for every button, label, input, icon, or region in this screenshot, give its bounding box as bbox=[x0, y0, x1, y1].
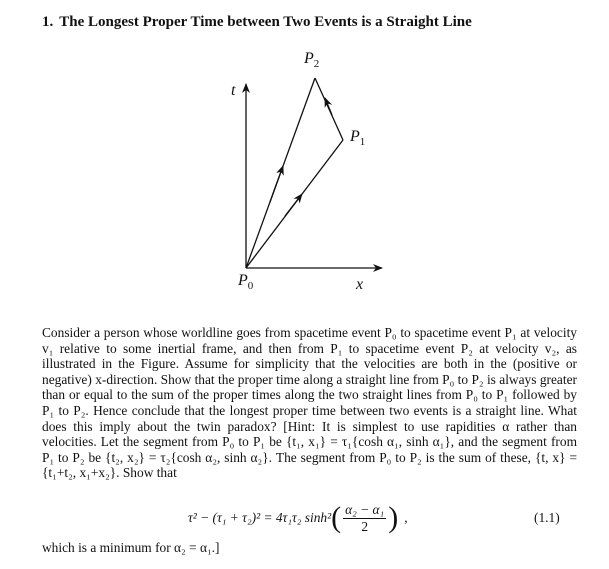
arrow-p0-p2 bbox=[270, 166, 283, 202]
fraction-numerator: α₂ − α₁ bbox=[345, 501, 385, 517]
equation-fraction bbox=[343, 502, 386, 535]
problem-title-text: The Longest Proper Time between Two Events is a Straight Line bbox=[59, 14, 472, 30]
closing-text: which is a minimum for α₂ = α₁.] bbox=[42, 540, 220, 555]
t-axis-label: t bbox=[231, 82, 236, 99]
open-paren: ( bbox=[331, 501, 342, 534]
equation-trailing: , bbox=[404, 510, 408, 525]
point-p1-label: $P_1$ bbox=[350, 128, 366, 149]
equation-lhs: τ² − (τ₁ + τ₂)² = 4τ₁τ₂ sinh² bbox=[188, 510, 332, 525]
arrow-p1-p2 bbox=[325, 98, 332, 115]
point-p2-label: $P_2$ bbox=[304, 50, 320, 71]
close-paren: ) bbox=[388, 501, 399, 534]
arrow-p0-p1 bbox=[285, 194, 302, 216]
problem-body: Consider a person whose worldline goes from spacetime event P₀ to spacetime event P₁ at velocity v₁ relative to some inertial frame, and then from P₁ to spacetime event P₂ at velocity v₂, as illustrated in the Figure. Assume for simplicity that the velocities are both in the (positive or negative) x-direction. Show that the proper time along a straight line from P₀ to P₂ is always greater than or equal to the sum of the proper times along the two straight lines from P₀ to P₁ followed by P₁ to P₂. Hence conclude that the longest proper time between two events is a straight line. What does this imply about the twin paradox? [Hint: It is simplest to use rapidities α rather than velocities. Let the segment from P₀ to P₁ be {t₁, x₁} = τ₁{cosh α₁, sinh α₁}, and the segment from P₁ to P₂ be {t₂, x₂} = τ₂{cosh α₂, sinh α₂}. The segment from P₀ to P₂ is the sum of these, {t, x} = {t₁+t₂, x₁+x₂}. Show that bbox=[42, 325, 577, 481]
fraction-denominator: 2 bbox=[361, 518, 369, 534]
x-axis-label: x bbox=[356, 276, 364, 293]
equation-1-1 bbox=[188, 500, 408, 536]
point-p0-label: $P_0$ bbox=[238, 272, 254, 293]
equation-number: (1.1) bbox=[534, 510, 560, 525]
problem-number: 1. bbox=[42, 14, 54, 30]
